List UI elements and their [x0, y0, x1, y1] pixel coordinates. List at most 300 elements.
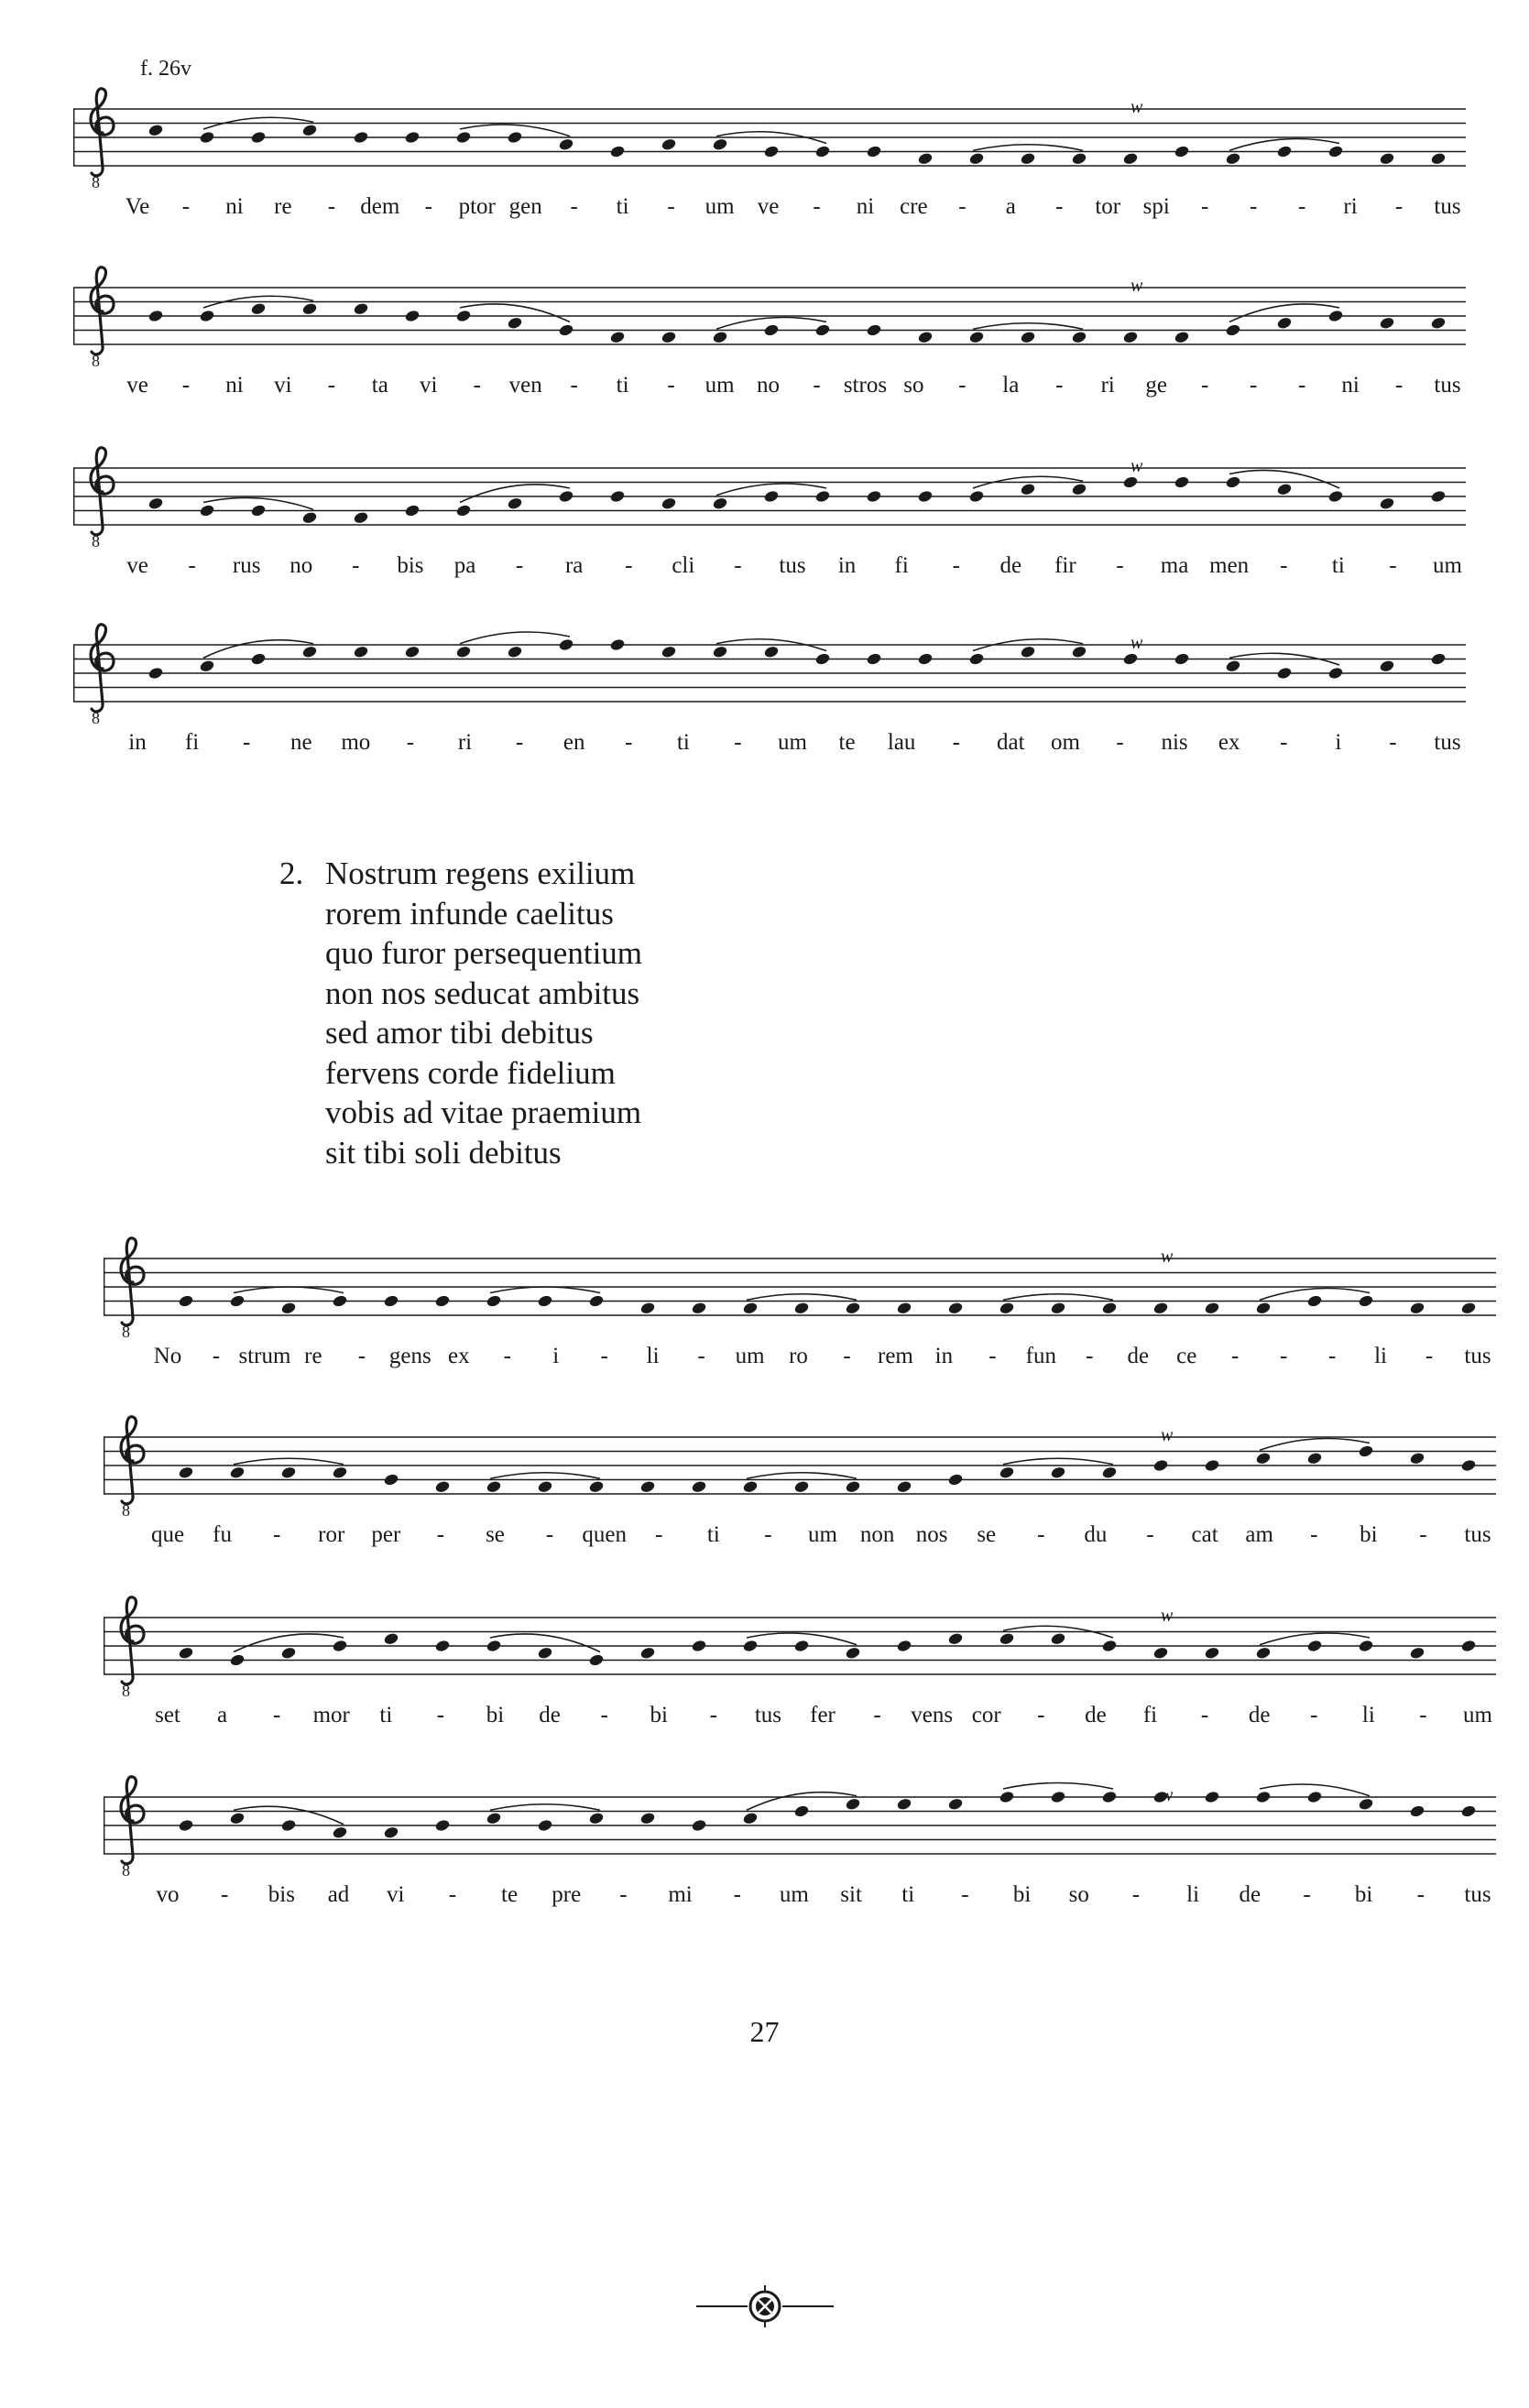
- lyric-syllable: -: [473, 373, 481, 398]
- stanza-number: 2.: [279, 855, 304, 891]
- note-head: [199, 309, 215, 322]
- lyric-syllable: -: [1419, 1703, 1427, 1727]
- note-head: [229, 1466, 246, 1479]
- lyric-syllable: i: [1335, 730, 1342, 755]
- lyric-syllable: ti: [1331, 553, 1345, 578]
- lyric-syllable: tor: [1095, 194, 1121, 219]
- slur: [747, 1473, 857, 1479]
- lyric-syllable: -: [600, 1703, 608, 1727]
- note-head: [383, 1825, 399, 1839]
- note-head: [353, 302, 369, 316]
- note-head: [537, 1294, 553, 1308]
- lyric-syllable: vi: [274, 373, 292, 398]
- lyric-syllable: -: [1327, 1344, 1337, 1368]
- slurs: [234, 1783, 1370, 1825]
- note-head: [1306, 1294, 1323, 1308]
- note-head: [866, 489, 882, 503]
- note-head: [332, 1639, 348, 1652]
- lyric-syllable: -: [327, 194, 336, 219]
- lyric-syllable: pa: [453, 553, 476, 578]
- note-head: [712, 645, 728, 659]
- treble-clef-icon: [91, 448, 114, 550]
- lyric-syllable: ti: [676, 730, 690, 755]
- note-head: [1255, 1452, 1272, 1466]
- note-head: [537, 1818, 553, 1832]
- lyric-syllable: -: [243, 730, 251, 755]
- note-head: [1276, 483, 1293, 496]
- lyric-syllable: bi: [486, 1703, 505, 1727]
- note-head: [999, 1632, 1015, 1646]
- note-head: [1225, 659, 1241, 673]
- lyric-syllable: -: [1389, 730, 1397, 755]
- note-head: [609, 145, 626, 158]
- note-head: [1174, 145, 1190, 158]
- note-head: [691, 1480, 707, 1494]
- lyric-syllable: nos: [915, 1522, 948, 1547]
- note-head: [866, 145, 882, 158]
- note-head: [691, 1639, 707, 1652]
- lyric-syllable: ge: [1145, 373, 1168, 398]
- note-head: [455, 645, 472, 659]
- note-head: [229, 1294, 246, 1308]
- lyric-syllable: li: [1186, 1882, 1200, 1907]
- note-head: [896, 1639, 912, 1652]
- note-head: [383, 1473, 399, 1487]
- lyric-syllable: ta: [371, 373, 388, 398]
- lyric-syllable: li: [1361, 1703, 1375, 1727]
- lyric-syllable: bi: [1012, 1882, 1032, 1907]
- lyric-syllable: vo: [156, 1882, 180, 1907]
- note-head: [558, 489, 574, 503]
- lyric-syllable: quen: [582, 1522, 627, 1547]
- lyric-syllable: Ve: [125, 194, 150, 219]
- note-head: [609, 637, 626, 651]
- note-head: [588, 1653, 605, 1667]
- treble-clef-icon: [121, 1238, 144, 1341]
- lyric-syllable: -: [734, 730, 742, 755]
- note-head: [1020, 645, 1036, 659]
- note-head: [1460, 1804, 1477, 1818]
- stanza-line: fervens corde fidelium: [325, 1054, 616, 1091]
- lyric-syllable: de: [1248, 1703, 1271, 1727]
- lyrics-line: [126, 553, 1462, 578]
- slurs: [203, 117, 1339, 150]
- note-head: [1276, 316, 1293, 330]
- treble-clef-icon: [121, 1777, 144, 1880]
- lyric-syllable: strum: [238, 1344, 291, 1368]
- note-head: [383, 1632, 399, 1646]
- slur: [973, 323, 1083, 330]
- note-head: [588, 1812, 605, 1825]
- note-head: [178, 1466, 194, 1479]
- lyric-syllable: a: [217, 1703, 228, 1727]
- note-head: [507, 316, 523, 330]
- lyric-syllable: -: [1303, 1882, 1311, 1907]
- note-head: [455, 309, 472, 322]
- note-head: [1460, 1458, 1477, 1472]
- lyric-syllable: -: [1200, 1703, 1209, 1727]
- note-head: [1050, 1302, 1066, 1315]
- note-head: [1379, 316, 1395, 330]
- lyric-syllable: re: [304, 1344, 322, 1368]
- note-head: [1050, 1790, 1066, 1803]
- note-head: [661, 496, 677, 510]
- lyric-syllable: -: [764, 1522, 772, 1547]
- note-head: [763, 145, 780, 158]
- lyric-syllable: -: [515, 553, 524, 578]
- lyric-syllable: no: [289, 553, 313, 578]
- note-head: [609, 489, 626, 503]
- lyric-syllable: se: [977, 1522, 997, 1547]
- lyric-syllable: -: [1394, 194, 1403, 219]
- lyric-syllable: -: [1055, 373, 1064, 398]
- stanza-line: vobis ad vitae praemium: [325, 1095, 642, 1130]
- lyric-syllable: -: [212, 1344, 221, 1368]
- note-head: [1409, 1302, 1425, 1315]
- note-head: [639, 1646, 656, 1660]
- music-system: [104, 1605, 1496, 1742]
- lyric-syllable: bi: [1360, 1522, 1378, 1547]
- lyric-syllable: ror: [318, 1522, 345, 1547]
- note-head: [404, 309, 420, 322]
- note-head: [1409, 1804, 1425, 1818]
- note-head: [1358, 1294, 1374, 1308]
- note-head: [301, 124, 318, 137]
- note-head: [845, 1646, 861, 1660]
- clef-octave-label: 8: [122, 1682, 130, 1700]
- note-head: [1430, 652, 1447, 666]
- lyric-syllable: um: [735, 1344, 765, 1368]
- lyric-syllable: -: [1055, 194, 1064, 219]
- notes: [147, 302, 1447, 344]
- lyric-syllable: fir: [1054, 553, 1076, 578]
- note-head: [968, 489, 985, 503]
- lyric-syllable: ni: [225, 373, 244, 398]
- note-head: [486, 1294, 502, 1308]
- lyric-syllable: tus: [779, 553, 806, 578]
- lyric-syllable: -: [570, 194, 578, 219]
- lyric-syllable: -: [952, 730, 960, 755]
- note-head: [814, 489, 831, 503]
- lyric-syllable: in: [128, 730, 147, 755]
- note-head: [866, 323, 882, 337]
- note-head: [301, 645, 318, 659]
- lyric-syllable: rus: [232, 553, 261, 578]
- treble-clef-icon: [121, 1597, 144, 1700]
- note-head: [353, 130, 369, 144]
- note-head: [1020, 152, 1036, 166]
- slur: [1003, 1294, 1113, 1301]
- note-head: [486, 1639, 502, 1652]
- lyric-syllable: -: [988, 1344, 997, 1368]
- lyric-syllable: nis: [1161, 730, 1188, 755]
- trill-mark: w: [1130, 276, 1143, 296]
- lyric-syllable: -: [655, 1522, 663, 1547]
- trill-mark: w: [1161, 1425, 1174, 1445]
- stanza-line: non nos seducat ambitus: [325, 975, 640, 1011]
- trill-mark: w: [1130, 456, 1143, 476]
- lyric-syllable: a: [1005, 194, 1016, 219]
- note-head: [917, 489, 934, 503]
- lyric-syllable: de: [1239, 1882, 1261, 1907]
- note-head: [896, 1480, 912, 1494]
- note-head: [1306, 1639, 1323, 1652]
- note-head: [742, 1480, 759, 1494]
- lyric-syllable: om: [1050, 730, 1080, 755]
- note-head: [434, 1294, 451, 1308]
- note-head: [866, 652, 882, 666]
- note-head: [1071, 645, 1087, 659]
- lyric-syllable: de: [1085, 1703, 1107, 1727]
- note-head: [1379, 496, 1395, 510]
- note-head: [742, 1302, 759, 1315]
- note-head: [917, 652, 934, 666]
- lyric-syllable: cli: [672, 553, 695, 578]
- note-head: [1101, 1466, 1118, 1479]
- lyric-syllable: -: [357, 1344, 366, 1368]
- lyric-syllable: No: [153, 1344, 182, 1368]
- lyric-syllable: in: [837, 553, 857, 578]
- lyric-syllable: um: [778, 730, 807, 755]
- note-head: [1430, 489, 1447, 503]
- note-head: [968, 331, 985, 344]
- page-number: 27: [749, 2015, 780, 2048]
- lyric-syllable: du: [1084, 1522, 1108, 1547]
- note-head: [280, 1646, 297, 1660]
- lyric-syllable: ni: [1341, 373, 1360, 398]
- note-head: [1225, 152, 1241, 166]
- note-head: [404, 504, 420, 518]
- lyric-syllable: tus: [1464, 1522, 1491, 1547]
- note-head: [661, 645, 677, 659]
- lyric-syllable: li: [1374, 1344, 1388, 1368]
- lyric-syllable: ri: [1343, 194, 1358, 219]
- lyric-syllable: non: [859, 1522, 895, 1547]
- note-head: [507, 130, 523, 144]
- note-head: [845, 1302, 861, 1315]
- note-head: [968, 152, 985, 166]
- lyrics-line: [155, 1703, 1492, 1727]
- lyric-syllable: bis: [268, 1882, 295, 1907]
- note-head: [1430, 152, 1447, 166]
- note-head: [147, 666, 164, 680]
- lyric-syllable: -: [1037, 1703, 1045, 1727]
- treble-clef-icon: [91, 625, 114, 727]
- note-head: [537, 1480, 553, 1494]
- lyric-syllable: pre: [552, 1882, 582, 1907]
- note-head: [455, 130, 472, 144]
- note-head: [404, 130, 420, 144]
- lyric-syllable: -: [221, 1882, 229, 1907]
- lyric-syllable: -: [667, 373, 675, 398]
- lyric-syllable: de: [999, 553, 1022, 578]
- note-head: [404, 645, 420, 659]
- lyric-syllable: -: [667, 194, 675, 219]
- note-head: [1276, 666, 1293, 680]
- lyric-syllable: -: [813, 194, 821, 219]
- lyric-syllable: tus: [1464, 1882, 1491, 1907]
- note-head: [332, 1294, 348, 1308]
- lyric-syllable: ptor: [458, 194, 496, 219]
- note-head: [1050, 1632, 1066, 1646]
- lyrics-line: [154, 1344, 1491, 1368]
- lyric-syllable: -: [1394, 373, 1403, 398]
- slur: [747, 1294, 857, 1301]
- note-head: [742, 1639, 759, 1652]
- note-head: [353, 511, 369, 525]
- lyric-syllable: sit: [840, 1882, 862, 1907]
- lyrics-line: [151, 1522, 1491, 1547]
- lyric-syllable: -: [625, 730, 633, 755]
- lyric-syllable: -: [1297, 194, 1306, 219]
- note-head: [917, 152, 934, 166]
- note-head: [947, 1632, 964, 1646]
- lyric-syllable: mo: [341, 730, 371, 755]
- notes: [178, 1294, 1477, 1315]
- lyric-syllable: -: [1086, 1344, 1094, 1368]
- lyric-syllable: -: [181, 373, 191, 398]
- lyric-syllable: la: [1002, 373, 1020, 398]
- trill-mark: w: [1161, 1606, 1174, 1626]
- lyric-syllable: tus: [1434, 730, 1461, 755]
- note-head: [1379, 152, 1395, 166]
- note-head: [558, 637, 574, 651]
- clef-octave-label: 8: [122, 1501, 130, 1520]
- lyric-syllable: se: [486, 1522, 505, 1547]
- note-head: [147, 496, 164, 510]
- lyric-syllable: -: [1201, 373, 1209, 398]
- lyric-syllable: rem: [878, 1344, 913, 1368]
- lyric-syllable: -: [1280, 553, 1288, 578]
- lyric-syllable: vens: [911, 1703, 954, 1727]
- note-head: [332, 1466, 348, 1479]
- lyric-syllable: cat: [1191, 1522, 1218, 1547]
- lyric-syllable: que: [150, 1522, 185, 1547]
- note-head: [1327, 666, 1344, 680]
- lyric-syllable: -: [961, 1882, 969, 1907]
- note-head: [896, 1302, 912, 1315]
- note-head: [178, 1646, 194, 1660]
- note-head: [1152, 1458, 1169, 1472]
- music-system: [73, 455, 1466, 593]
- lyric-syllable: mi: [668, 1882, 693, 1907]
- note-head: [639, 1302, 656, 1315]
- slur: [234, 1458, 344, 1465]
- note-head: [661, 137, 677, 151]
- note-head: [968, 652, 985, 666]
- note-head: [1101, 1639, 1118, 1652]
- lyric-syllable: -: [188, 553, 196, 578]
- lyric-syllable: ri: [1100, 373, 1115, 398]
- note-head: [332, 1825, 348, 1839]
- note-head: [1460, 1639, 1477, 1652]
- lyrics-line: [128, 730, 1460, 755]
- music-system: [104, 1246, 1496, 1383]
- note-head: [1204, 1790, 1220, 1803]
- note-head: [434, 1480, 451, 1494]
- note-head: [1358, 1797, 1374, 1811]
- lyric-syllable: gen: [508, 194, 542, 219]
- lyric-syllable: ni: [225, 194, 244, 219]
- note-head: [1358, 1444, 1374, 1458]
- note-head: [763, 645, 780, 659]
- lyric-syllable: fi: [184, 730, 200, 755]
- lyric-syllable: -: [697, 1344, 705, 1368]
- lyric-syllable: -: [352, 553, 360, 578]
- note-head: [178, 1294, 194, 1308]
- treble-clef-icon: [91, 89, 114, 191]
- lyric-syllable: fun: [1025, 1344, 1056, 1368]
- lyric-syllable: vi: [420, 373, 438, 398]
- slur: [234, 1287, 344, 1293]
- lyric-syllable: dem: [360, 194, 400, 219]
- compass-rose-icon: [744, 2285, 786, 2331]
- lyric-syllable: -: [1419, 1522, 1427, 1547]
- lyric-syllable: ne: [289, 730, 312, 755]
- note-head: [229, 1653, 246, 1667]
- note-head: [763, 489, 780, 503]
- lyric-syllable: -: [958, 194, 967, 219]
- note-head: [814, 652, 831, 666]
- note-head: [250, 130, 267, 144]
- note-head: [1276, 145, 1293, 158]
- treble-clef-icon: [121, 1417, 144, 1520]
- slur: [460, 632, 570, 644]
- slur: [490, 1287, 600, 1293]
- note-head: [301, 511, 318, 525]
- lyric-syllable: bi: [650, 1703, 668, 1727]
- lyric-syllable: ex: [1218, 730, 1240, 755]
- stanza-line: quo furor persequentium: [325, 935, 643, 971]
- note-head: [280, 1466, 297, 1479]
- lyric-syllable: so: [903, 373, 924, 398]
- staff: [104, 1797, 1496, 1854]
- lyric-syllable: fer: [810, 1703, 835, 1727]
- lyric-syllable: ti: [901, 1882, 915, 1907]
- music-system: [73, 275, 1466, 412]
- note-head: [1204, 1458, 1220, 1472]
- lyric-syllable: -: [1297, 373, 1306, 398]
- lyric-syllable: -: [436, 1703, 445, 1727]
- note-head: [661, 331, 677, 344]
- lyric-syllable: -: [1231, 1344, 1240, 1368]
- note-head: [742, 1812, 759, 1825]
- note-head: [1071, 483, 1087, 496]
- lyric-syllable: -: [1416, 1882, 1425, 1907]
- note-head: [947, 1797, 964, 1811]
- lyric-syllable: -: [734, 553, 742, 578]
- lyric-syllable: -: [1116, 553, 1124, 578]
- lyric-syllable: -: [436, 1522, 445, 1547]
- lyric-syllable: set: [155, 1703, 180, 1727]
- lyric-syllable: lau: [887, 730, 916, 755]
- lyric-syllable: um: [1433, 553, 1462, 578]
- note-head: [1225, 323, 1241, 337]
- note-head: [896, 1797, 912, 1811]
- lyric-syllable: ex: [447, 1344, 470, 1368]
- lyrics-line: [157, 1882, 1491, 1907]
- lyric-syllable: ad: [327, 1882, 350, 1907]
- lyric-syllable: -: [503, 1344, 511, 1368]
- lyric-syllable: um: [704, 373, 735, 398]
- note-head: [1152, 1302, 1169, 1315]
- lyric-syllable: fi: [894, 553, 909, 578]
- stanza-line: sed amor tibi debitus: [325, 1015, 594, 1051]
- note-head: [793, 1480, 810, 1494]
- note-head: [845, 1797, 861, 1811]
- lyric-syllable: -: [733, 1882, 741, 1907]
- trill-mark: w: [1130, 97, 1143, 117]
